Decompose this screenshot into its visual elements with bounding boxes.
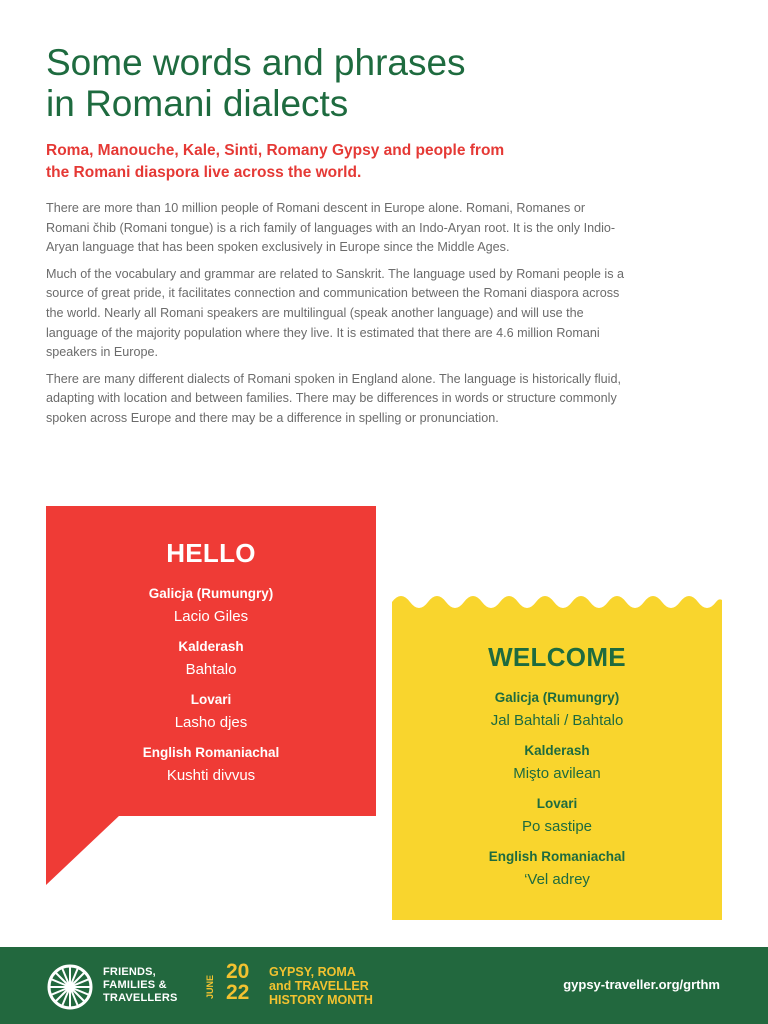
footer-bar [0,947,768,1024]
website-link[interactable]: gypsy-traveller.org/grthm [563,977,720,992]
phrase-text: ‘Vel adrey [524,871,590,888]
welcome-entry [392,847,722,893]
hello-entry [46,584,376,630]
hello-entry [46,690,376,736]
hello-entry [46,637,376,683]
welcome-entry [392,794,722,840]
phrase-text: Bahtalo [185,661,237,678]
welcome-entry [392,741,722,787]
org-name-line: FAMILIES & [103,979,167,991]
dialect-name: English Romaniachal [142,745,280,760]
phrase-text: Lacio Giles [173,608,249,625]
org-name [103,966,178,1005]
hello-entry [46,743,376,789]
speech-bubble-tail [46,815,120,885]
event-year-line: 22 [226,981,250,1004]
dialect-name: Kalderash [178,639,244,654]
hello-title: HELLO [166,538,256,568]
page-title [46,42,646,124]
phrase-text: Jal Bahtali / Bahtalo [490,712,624,729]
wheel-logo-icon [46,963,94,1011]
phrase-text: Kushti divvus [166,767,256,784]
body-paragraph: There are many different dialects of Romani spoken in England alone. The language is historically fluid, adapting with location and between families. There may be differences in words or structure commonly spoken across Europe and there may be a difference in spelling or pronunciation. [46,371,621,425]
body-paragraph: There are more than 10 million people of Romani descent in Europe alone. Romani, Romanes or Romani čhib (Romani tongue) is a rich family of languages with an Indo-Aryan root. It is the only Indio-Aryan language that has been spoken exclusively in Europe since the Middle Ages. [46,201,616,255]
org-name-line: FRIENDS, [103,966,156,978]
body-paragraph: Much of the vocabulary and grammar are related to Sanskrit. The language used by Romani people is a source of great pride, it facilitates connection and communication between the Romani diaspora across the world. Nearly all Romani speakers are multilingual (speak another language) and will use the language of the majority population where they live. It is estimated that there are 4.6 million Romani speakers in Europe. [46,266,625,360]
intro-subtitle-line: Roma, Manouche, Kale, Sinti, Romany Gypsy and people from [46,142,505,159]
dialect-name: Galicja (Rumungry) [494,690,620,705]
dialect-name: Lovari [536,796,578,811]
body-text [46,199,626,436]
dialect-name: English Romaniachal [488,849,626,864]
event-name-line: HISTORY MONTH [269,993,373,1007]
phrase-text: Po sastipe [521,818,593,835]
welcome-card [392,592,722,920]
dialect-name: Lovari [190,692,232,707]
month-label: JUNE [205,975,215,1000]
welcome-title: WELCOME [488,642,626,672]
dialect-name: Kalderash [524,743,590,758]
event-name [269,965,373,1007]
page-title-line: in Romani dialects [46,83,349,124]
event-year [226,961,249,1003]
intro-subtitle [46,140,586,184]
event-name-line: and TRAVELLER [269,979,369,993]
org-name-line: TRAVELLERS [103,992,178,1004]
event-year-line: 20 [226,960,250,983]
event-name-line: GYPSY, ROMA [269,965,356,979]
welcome-card-shape [392,592,722,920]
page-title-line: Some words and phrases [46,42,466,83]
intro-subtitle-line: the Romani diaspora live across the world. [46,164,362,181]
dialect-name: Galicja (Rumungry) [148,586,274,601]
hello-card [46,506,376,816]
welcome-entry [392,688,722,734]
phrase-text: Lasho djes [174,714,248,731]
phrase-text: Mişto avilean [513,765,601,782]
